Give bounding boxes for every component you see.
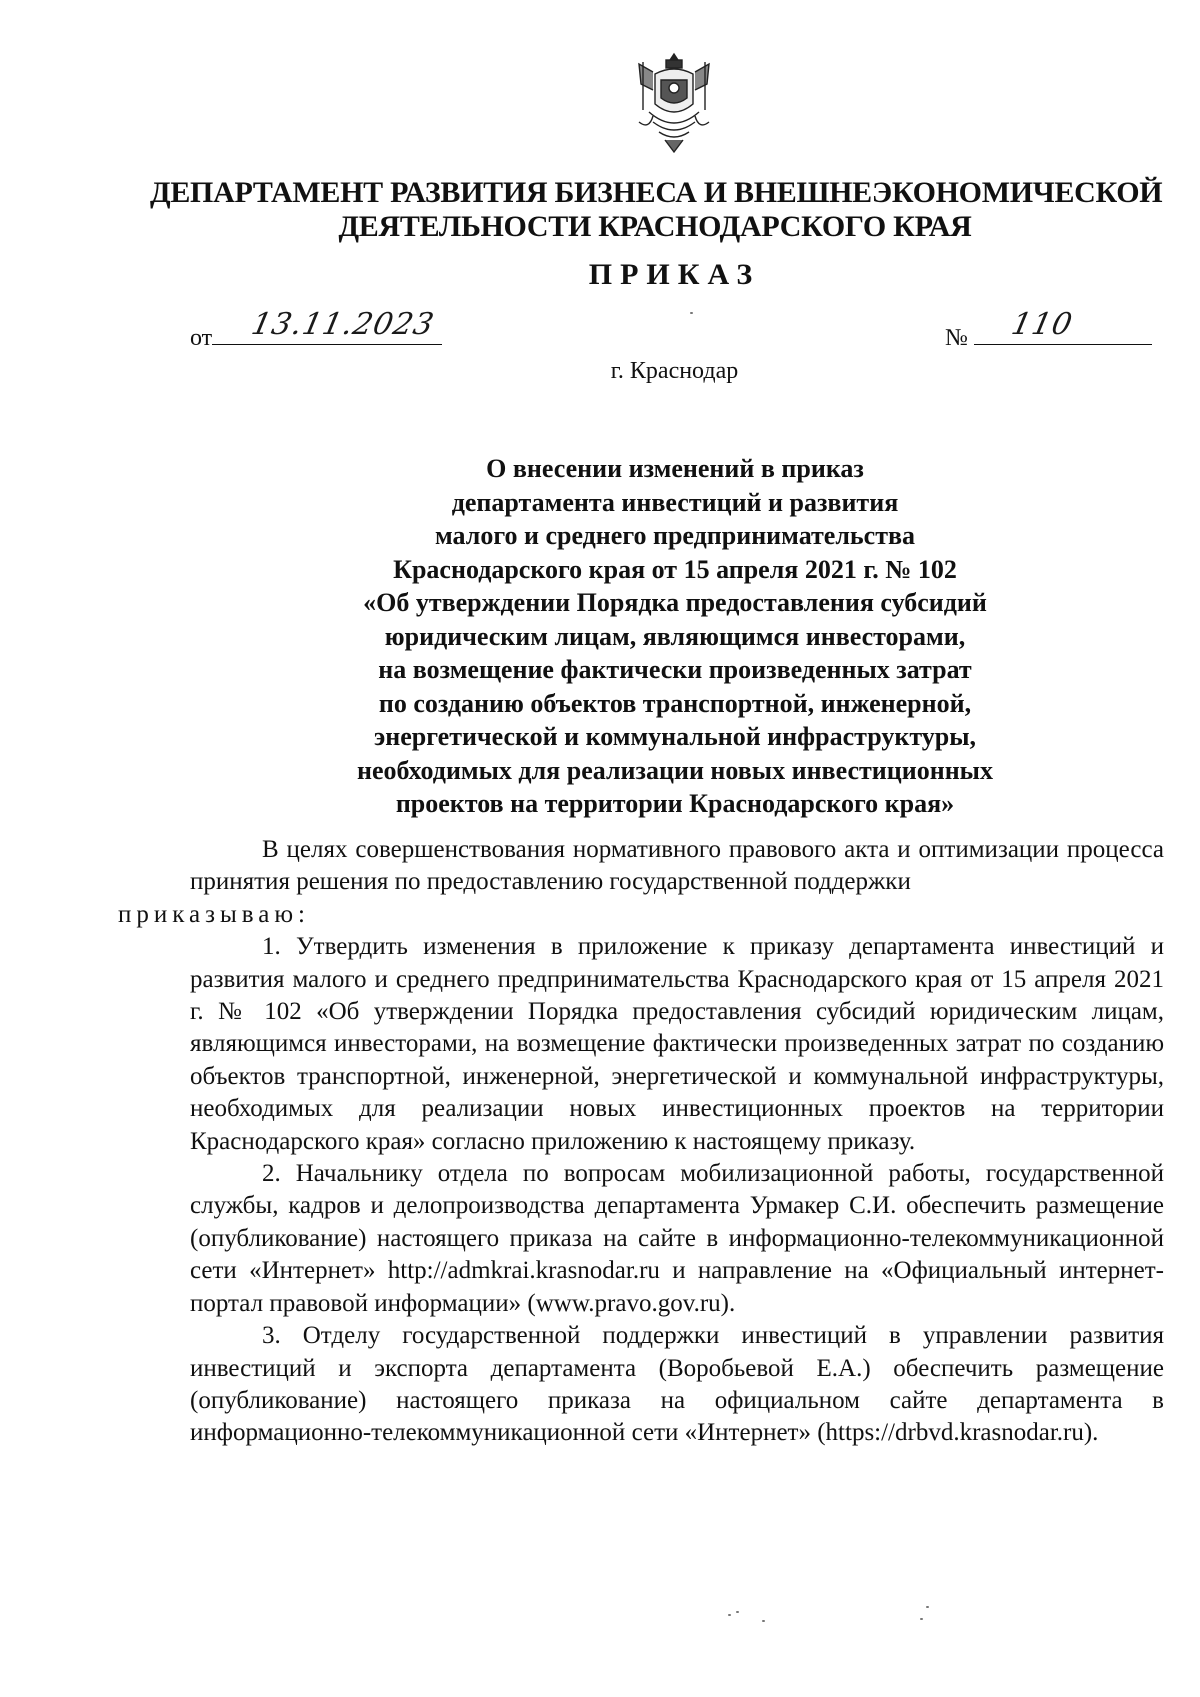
subject-line: проектов на территории Краснодарского края» (395, 789, 955, 818)
subject-line: энергетической и коммунальной инфраструктуры, (373, 722, 977, 751)
subject-line: по созданию объектов транспортной, инженерной, (378, 688, 972, 718)
order-body (118, 834, 1164, 1450)
scan-speck (728, 1614, 731, 1616)
order-subject (150, 452, 1200, 821)
date-handwritten: 13.11.2023 (248, 307, 438, 342)
date-field (190, 307, 442, 352)
item-3: 3. Отделу государственной поддержки инвестиций в управлении развития инвестиций и экспорта департамента (Воробьевой Е.А.) обеспечить размещение (опубликование) настоящего приказа на официальном сайте департамента в информационно-телекоммуникационной сети «Интернет» (https://drbvd.krasnodar.ru). (190, 1322, 1164, 1447)
department-title-line-2: ДЕЯТЕЛЬНОСТИ КРАСНОДАРСКОГО КРАЯ (338, 210, 972, 243)
krasnodar-coat-of-arms-icon (635, 52, 713, 156)
department-title (150, 176, 1163, 244)
preamble-text: В целях совершенствования нормативного правового акта и оптимизации процесса принятия решения по предоставлению государственной поддержки (190, 836, 1164, 896)
subject-line: «Об утверждении Порядка предоставления субсидий (363, 588, 987, 617)
subject-line: на возмещение фактически произведенных затрат (378, 655, 972, 684)
subject-line: юридическим лицам, являющимся инвесторами, (384, 621, 966, 651)
item-2: 2. Начальнику отдела по вопросам мобилизационной работы, государственной службы, кадров и делопроизводства департамента Урмакер С.И. обеспечить размещение (опубликование) настоящего приказа на сайте в информационно-телекоммуникационной сети «Интернет» http://admkrai.krasnodar.ru и направление на «Официальный интернет-портал правовой информации» (www.pravo.gov.ru). (190, 1160, 1164, 1317)
number-handwritten: 110 (1008, 307, 1076, 342)
scan-speck (762, 1620, 765, 1622)
department-title-line-1: ДЕПАРТАМЕНТ РАЗВИТИЯ БИЗНЕСА И ВНЕШНЕЭКОНОМИЧЕСКОЙ (150, 176, 1163, 209)
scan-speck (920, 1618, 923, 1620)
city: г. Краснодар (610, 358, 739, 384)
number-field (945, 307, 1152, 352)
subject-line: департамента инвестиций и развития (451, 487, 899, 517)
order-word: приказываю: (118, 900, 310, 928)
subject-line: малого и среднего предпринимательства (434, 521, 916, 550)
scan-speck (736, 1611, 739, 1613)
subject-line: необходимых для реализации новых инвестиционных (357, 755, 993, 785)
scan-speck (926, 1606, 929, 1608)
number-underline (974, 307, 1152, 345)
scan-speck (690, 312, 693, 314)
subject-line: Краснодарского края от 15 апреля 2021 г. № 102 (393, 554, 957, 584)
document-type-heading: ПРИКАЗ (588, 258, 761, 291)
date-underline (212, 307, 442, 345)
preamble-paragraph (118, 834, 1164, 931)
subject-line: О внесении изменений в приказ (486, 454, 864, 483)
item-1: 1. Утвердить изменения в приложение к приказу департамента инвестиций и развития малого и среднего предпринимательства Краснодарского края от 15 апреля 2021 г. № 102 «Об утверждении Порядка предоставления субсидий юридическим лицам, являющимся инвесторами, на возмещение фактически произведенных затрат по созданию объектов транспортной, инженерной, энергетической и коммунальной инфраструктуры, необходимых для реализации новых инвестиционных проектов на территории Краснодарского края» согласно приложению к настоящему приказу. (190, 933, 1164, 1155)
date-label: от (190, 325, 213, 351)
number-label: № (945, 325, 968, 351)
